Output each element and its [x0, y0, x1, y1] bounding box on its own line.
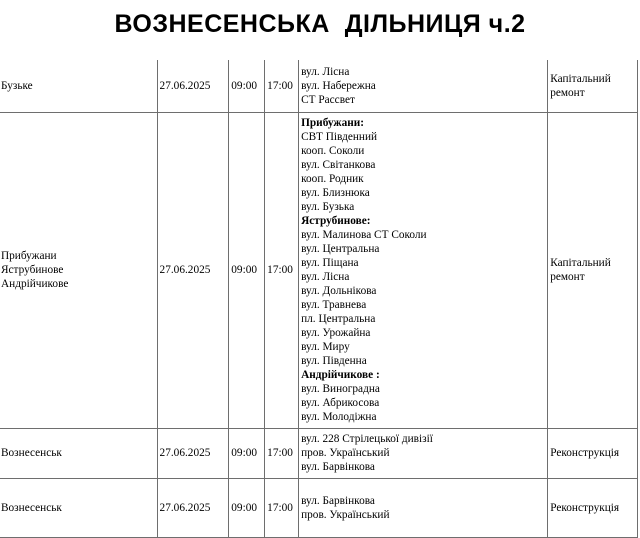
street-address: пров. Український — [301, 508, 390, 521]
street-address: вул. Лісна — [301, 271, 350, 283]
street-address: вул. Барвінкова — [301, 494, 375, 507]
street-address: кооп. Соколи — [301, 145, 365, 157]
settlement-heading: Прибужани: — [301, 117, 365, 129]
street-address: вул. Піщана — [301, 257, 359, 269]
settlement-heading: Яструбинове: — [301, 215, 371, 227]
street-address: вул. Виноградна — [301, 383, 380, 395]
street-address: вул. Абрикосова — [301, 397, 380, 409]
locality-name: Андрійчикове — [1, 278, 69, 290]
locality-name: Вознесенськ — [1, 447, 62, 459]
date-cell: 27.06.2025 — [157, 478, 229, 537]
locality-cell — [0, 60, 157, 112]
street-address: кооп. Родник — [301, 173, 364, 185]
end-time-cell: 17:00 — [265, 428, 299, 478]
street-address: вул. Миру — [301, 341, 350, 353]
street-address: вул. Бузька — [301, 201, 355, 213]
street-address: вул. Травнева — [301, 299, 367, 311]
street-address: СВТ Південний — [301, 131, 378, 143]
address-list-cell — [299, 60, 548, 112]
date-cell: 27.06.2025 — [157, 428, 229, 478]
locality-name: Прибужани — [1, 250, 57, 262]
street-address: вул. 228 Стрілецької дивізії — [301, 433, 433, 445]
start-time-cell: 09:00 — [229, 478, 265, 537]
start-time-cell: 09:00 — [229, 428, 265, 478]
street-address: вул. Барвінкова — [301, 461, 375, 473]
outage-schedule-table — [0, 60, 638, 538]
table-row — [0, 478, 638, 537]
street-address: вул. Набережна — [301, 79, 376, 92]
street-address: пл. Центральна — [301, 313, 376, 325]
table-row — [0, 60, 638, 112]
address-list-cell — [299, 428, 548, 478]
settlement-heading: Андрійчикове : — [301, 369, 380, 381]
work-type-cell: Реконструкція — [548, 478, 638, 537]
table-row — [0, 112, 638, 428]
work-type-cell: Капітальний ремонт — [548, 60, 638, 112]
street-address: вул. Урожайна — [301, 327, 371, 339]
locality-cell — [0, 478, 157, 537]
work-type-cell: Реконструкція — [548, 428, 638, 478]
end-time-cell: 17:00 — [265, 112, 299, 428]
street-address: вул. Дольнікова — [301, 285, 377, 297]
locality-cell — [0, 428, 157, 478]
end-time-cell: 17:00 — [265, 478, 299, 537]
address-list-cell — [299, 478, 548, 537]
locality-name: Вознесенськ — [1, 501, 62, 514]
schedule-body — [0, 60, 638, 537]
street-address: вул. Малинова СТ Соколи — [301, 229, 427, 241]
locality-cell — [0, 112, 157, 428]
locality-name: Бузьке — [1, 79, 33, 92]
work-type-cell: Капітальний ремонт — [548, 112, 638, 428]
locality-name: Яструбинове — [1, 264, 64, 276]
page-title: ВОЗНЕСЕНСЬКА ДІЛЬНИЦЯ ч.2 — [114, 10, 526, 38]
street-address: вул. Центральна — [301, 243, 380, 255]
street-address: вул. Близнюка — [301, 187, 370, 199]
street-address: вул. Лісна — [301, 65, 350, 78]
table-row — [0, 428, 638, 478]
end-time-cell: 17:00 — [265, 60, 299, 112]
street-address: вул. Світанкова — [301, 159, 376, 171]
start-time-cell: 09:00 — [229, 60, 265, 112]
street-address: вул. Південна — [301, 355, 367, 367]
address-list-cell — [299, 112, 548, 428]
street-address: пров. Український — [301, 447, 390, 459]
start-time-cell: 09:00 — [229, 112, 265, 428]
date-cell: 27.06.2025 — [157, 60, 229, 112]
street-address: вул. Молодіжна — [301, 411, 377, 423]
date-cell: 27.06.2025 — [157, 112, 229, 428]
street-address: СТ Рассвет — [301, 93, 355, 106]
